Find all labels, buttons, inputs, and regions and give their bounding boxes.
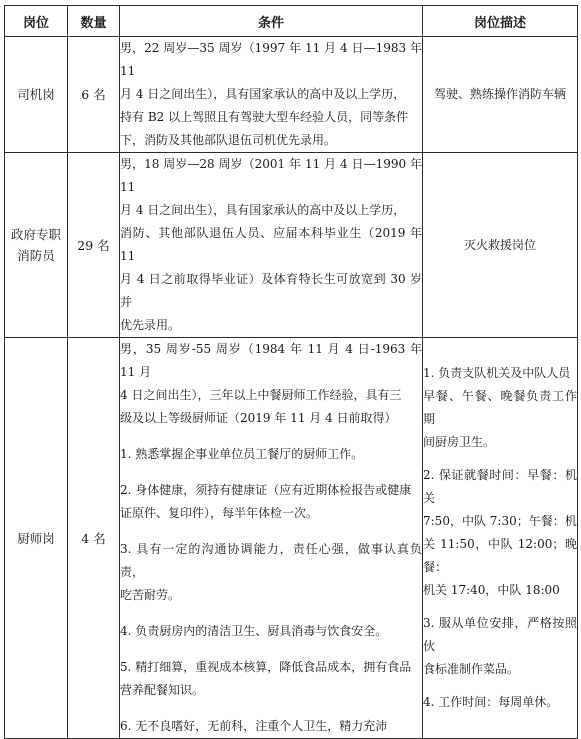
description-line: 机关 17:40，中队 18:00: [423, 583, 560, 597]
condition-paragraph: [120, 479, 422, 525]
condition-paragraph: [120, 338, 422, 430]
description-line: 关 11:50，中队 12:00；晚餐：: [423, 537, 577, 574]
condition-line: 营养配餐知识。: [120, 683, 205, 697]
condition-paragraph: [120, 620, 422, 643]
count-cell: 6 名: [68, 37, 120, 153]
condition-line: 优先录用。: [120, 318, 181, 332]
position-name: 政府专职: [10, 227, 61, 242]
position-name: 厨师岗: [17, 530, 55, 546]
position-cell: [5, 153, 68, 338]
description-paragraph: [423, 691, 577, 714]
description-cell: 灭火救援岗位: [423, 153, 578, 338]
count-cell: 29 名: [68, 153, 120, 338]
condition-paragraph: [120, 443, 422, 466]
condition-line: 男，18 周岁—28 周岁（2001 年 11 月 4 日—1990 年 11: [120, 157, 422, 194]
count-cell: 4 名: [68, 338, 120, 739]
condition-line: 消防、其他部队退伍人员、应届本科毕业生（2019 年 11: [120, 226, 422, 263]
description-paragraph: [423, 612, 577, 681]
condition-line: 月 4 日之前取得毕业证）及体育特长生可放宽到 30 岁并: [120, 272, 422, 309]
table-row: [5, 37, 578, 153]
table-row: [5, 153, 578, 338]
condition-line: 5. 精打细算，重视成本核算，降低食品成本，拥有食品: [120, 660, 412, 674]
position-cell: [5, 37, 68, 153]
description-line: 4. 工作时间：每周单休。: [423, 695, 559, 709]
header-conditions: 条件: [120, 6, 423, 37]
table-header-row: [5, 6, 578, 37]
conditions-cell: [120, 338, 423, 739]
condition-line: 吃苦耐劳。: [120, 588, 181, 602]
condition-line: 下，消防及其他部队退伍司机优先录用。: [120, 133, 337, 147]
condition-line: 1. 熟悉掌握企事业单位员工餐厅的厨师工作。: [120, 447, 364, 461]
description-cell: [423, 338, 578, 739]
condition-line: 6. 无不良嗜好，无前科，注重个人卫生，精力充沛: [120, 719, 388, 733]
position-name: 司机岗: [17, 87, 55, 102]
condition-line: 男，22 周岁—35 周岁（1997 年 11 月 4 日—1983 年 11: [120, 41, 422, 78]
condition-line: 持有 B2 以上驾照且有驾驶大型车经验人员，同等条件: [120, 110, 409, 124]
condition-line: 4 日之间出生），三年以上中餐厨师工作经验，具有三: [120, 388, 402, 402]
job-requirements-table: [4, 5, 578, 739]
condition-line: 级及以上等级厨师证（2019 年 11 月 4 日前取得）: [120, 411, 397, 425]
description-line: 间厨房卫生。: [423, 435, 496, 449]
description-paragraph: [423, 464, 577, 602]
condition-line: 男，35 周岁-55 周岁（1984 年 11 月 4 日-1963 年 11 月: [120, 342, 422, 379]
position-name: 消防员: [17, 248, 55, 263]
conditions-cell: [120, 153, 423, 338]
condition-line: 3. 具有一定的沟通协调能力，责任心强，做事认真负责，: [120, 542, 422, 579]
description-line: 1. 负责支队机关及中队人员: [423, 366, 571, 380]
description-line: 早餐、午餐、晚餐负责工作期: [423, 389, 577, 426]
condition-line: 月 4 日之间出生），具有国家承认的高中及以上学历，: [120, 203, 406, 217]
description-line: 7:50，中队 7:30；午餐：机: [423, 514, 577, 528]
condition-line: 2. 身体健康，须持有健康证（应有近期体检报告或健康: [120, 483, 412, 497]
header-count: 数量: [68, 6, 120, 37]
condition-paragraph: [120, 656, 422, 702]
condition-line: 4. 负责厨房内的清洁卫生、厨具消毒与饮食安全。: [120, 624, 388, 638]
condition-line: 证原件、复印件），每半年体检一次。: [120, 506, 319, 520]
position-cell: [5, 338, 68, 739]
header-description: 岗位描述: [423, 6, 578, 37]
condition-paragraph: [120, 538, 422, 607]
header-position: 岗位: [5, 6, 68, 37]
condition-line: 月 4 日之间出生），具有国家承认的高中及以上学历，: [120, 87, 406, 101]
table-row: [5, 338, 578, 739]
description-paragraph: [423, 362, 577, 454]
description-line: 食标准制作菜品。: [423, 662, 520, 676]
description-line: 3. 服从单位安排，严格按照伙: [423, 616, 577, 653]
condition-paragraph: [120, 715, 422, 738]
description-cell: 驾驶、熟练操作消防车辆: [423, 37, 578, 153]
conditions-cell: [120, 37, 423, 153]
description-line: 2. 保证就餐时间：早餐：机关: [423, 468, 577, 505]
